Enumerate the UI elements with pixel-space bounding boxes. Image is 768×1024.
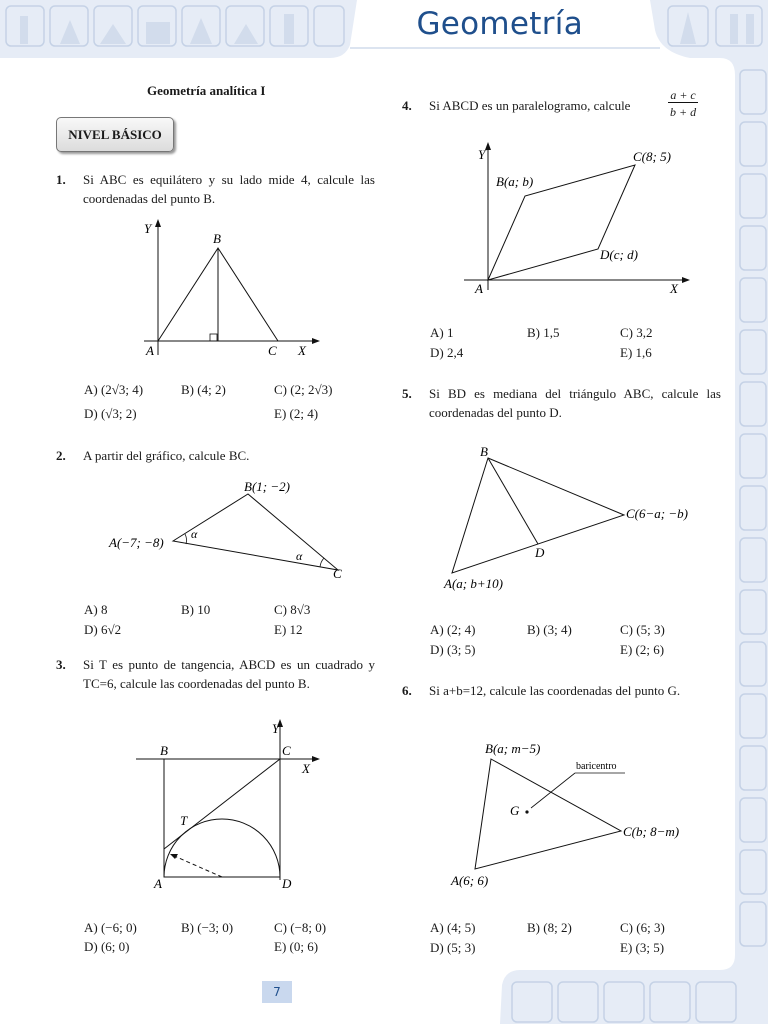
option-b: B) (−3; 0) <box>181 920 234 935</box>
point-b-label: B <box>480 444 488 459</box>
option-b: B) 10 <box>181 602 211 617</box>
option-c: C) (2; 2√3) <box>274 382 333 397</box>
point-c-label: C(b; 8−m) <box>623 824 680 839</box>
level-badge: NIVEL BÁSICO <box>56 117 174 152</box>
axis-y-label: Y <box>144 221 152 236</box>
point-d-label: D <box>535 545 545 560</box>
option-e: E) (3; 5) <box>620 940 665 955</box>
option-a: A) (2√3; 4) <box>84 382 144 397</box>
option-e: E) (2; 6) <box>620 642 665 657</box>
option-b: B) (8; 2) <box>527 920 572 935</box>
option-e: E) 12 <box>274 622 303 637</box>
option-c: C) 3,2 <box>620 325 653 340</box>
point-a-label: A <box>154 876 162 891</box>
question-number: 3. <box>56 657 66 672</box>
option-d: D) 2,4 <box>430 345 464 360</box>
question-number: 1. <box>56 172 66 187</box>
figure-triangle-centroid <box>445 735 705 895</box>
point-b-label: B(a; m−5) <box>485 741 541 756</box>
axis-x-label: X <box>302 761 310 776</box>
point-c-label: C <box>268 343 277 358</box>
figure-triangle-median <box>440 440 710 595</box>
option-d: D) 6√2 <box>84 622 122 637</box>
option-b: B) 1,5 <box>527 325 560 340</box>
option-a: A) (2; 4) <box>430 622 476 637</box>
question-number: 4. <box>402 98 412 113</box>
option-a: A) 1 <box>430 325 454 340</box>
option-c: C) (6; 3) <box>620 920 665 935</box>
fraction-denominator: b + d <box>670 105 697 119</box>
question-number: 5. <box>402 386 412 401</box>
option-d: D) (6; 0) <box>84 939 130 954</box>
question-text: A partir del gráfico, calcule BC. <box>83 448 250 463</box>
point-a-label: A(6; 6) <box>451 873 489 888</box>
point-c-label: C(6−a; −b) <box>626 506 688 521</box>
point-a-label: A <box>475 281 483 296</box>
axis-y-label: Y <box>272 721 280 736</box>
angle-alpha-label: α <box>191 527 198 541</box>
fraction-numerator: a + c <box>668 88 698 103</box>
point-c-label: C(8; 5) <box>633 149 671 164</box>
option-a: A) (−6; 0) <box>84 920 137 935</box>
point-d-label: D <box>282 876 292 891</box>
option-c: C) (5; 3) <box>620 622 665 637</box>
option-e: E) (0; 6) <box>274 939 319 954</box>
point-b-label: B(a; b) <box>496 174 534 189</box>
point-g-label: G <box>510 803 520 818</box>
point-b-label: B(1; −2) <box>244 479 290 494</box>
page-number: 7 <box>262 981 292 1003</box>
axis-y-label: Y <box>478 147 486 162</box>
figure-parallelogram <box>460 140 700 300</box>
figure-triangle-abc <box>105 475 365 590</box>
section-title: Geometría analítica I <box>147 83 266 98</box>
point-d-label: D(c; d) <box>600 247 638 262</box>
option-d: D) (3; 5) <box>430 642 476 657</box>
point-t-label: T <box>180 813 188 828</box>
axis-x-label: X <box>298 343 306 358</box>
option-c: C) 8√3 <box>274 602 311 617</box>
question-text: Si a+b=12, calcule las coordenadas del punto G. <box>429 683 681 698</box>
point-a-label: A(−7; −8) <box>109 535 164 550</box>
centroid-label: baricentro <box>576 761 617 772</box>
angle-alpha-label: α <box>296 549 303 563</box>
option-c: C) (−8; 0) <box>274 920 327 935</box>
question-text: Si BD es mediana del triángulo ABC, calcule las coordenadas del punto D. <box>429 386 721 420</box>
option-a: A) 8 <box>84 602 108 617</box>
question-number: 6. <box>402 683 412 698</box>
question-text: Si ABCD es un paralelogramo, calcule <box>429 98 631 113</box>
fraction <box>668 88 698 119</box>
point-b-label: B <box>213 231 221 246</box>
axis-x-label: X <box>670 281 678 296</box>
option-d: D) (5; 3) <box>430 940 476 955</box>
header-title: Geometría <box>416 6 583 42</box>
question-number: 2. <box>56 448 66 463</box>
point-a-label: A(a; b+10) <box>444 576 503 591</box>
question-text: Si T es punto de tangencia, ABCD es un cuadrado y TC=6, calcule las coordenadas del punto B. <box>83 657 375 691</box>
option-b: B) (4; 2) <box>181 382 226 397</box>
point-b-label: B <box>160 743 168 758</box>
option-d: D) (√3; 2) <box>84 406 137 421</box>
figure-equilateral-triangle <box>130 215 330 365</box>
point-c-label: C <box>333 566 342 581</box>
option-e: E) (2; 4) <box>274 406 319 421</box>
figure-square-semicircle <box>130 715 340 895</box>
option-a: A) (4; 5) <box>430 920 476 935</box>
point-c-label: C <box>282 743 291 758</box>
option-b: B) (3; 4) <box>527 622 572 637</box>
option-e: E) 1,6 <box>620 345 652 360</box>
question-text: Si ABC es equilátero y su lado mide 4, calcule las coordenadas del punto B. <box>83 172 375 206</box>
point-a-label: A <box>146 343 154 358</box>
